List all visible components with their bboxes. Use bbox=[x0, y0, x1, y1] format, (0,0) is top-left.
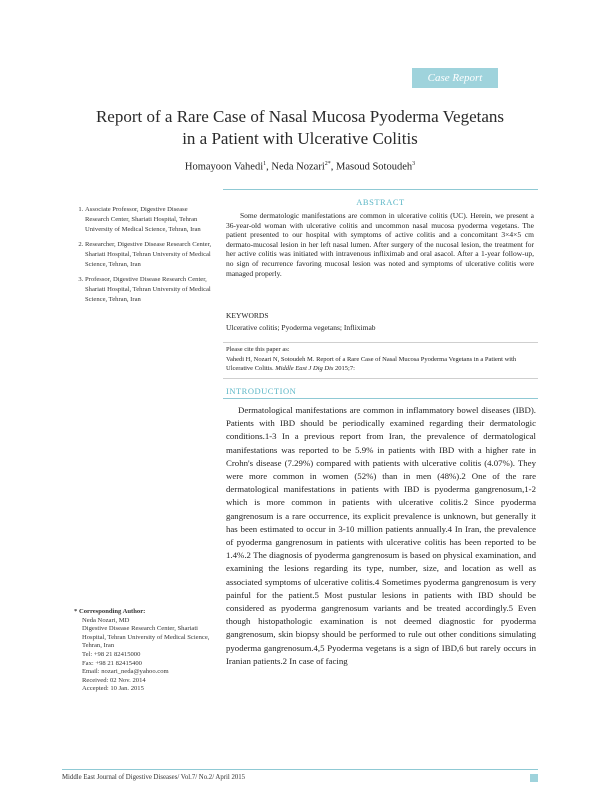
divider bbox=[223, 189, 538, 190]
divider bbox=[223, 378, 538, 379]
keywords-heading: KEYWORDS bbox=[226, 311, 269, 320]
citation-label: Please cite this paper as: bbox=[226, 346, 290, 353]
citation-text bbox=[226, 355, 534, 373]
abstract-heading: ABSTRACT bbox=[356, 197, 405, 207]
citation-journal: Middle East J Dig Dis bbox=[275, 365, 334, 372]
citation-year: 2015;7: bbox=[335, 365, 355, 372]
affiliation-item: 2. Researcher, Digestive Disease Research Center, Shariati Hospital, Tehran University of Medical Science, Tehran, Iran bbox=[85, 240, 212, 270]
title-line-2: in a Patient with Ulcerative Colitis bbox=[182, 129, 418, 148]
title-line-1: Report of a Rare Case of Nasal Mucosa Pyoderma Vegetans bbox=[95, 107, 505, 126]
corr-tel: Tel: +98 21 82415000 bbox=[82, 650, 141, 658]
author-affil-mark: 3 bbox=[412, 161, 416, 167]
author-affil-mark: 2* bbox=[324, 161, 331, 167]
corresponding-author-heading: * Corresponding Author: bbox=[74, 608, 146, 615]
journal-footer: Middle East Journal of Digestive Diseases/ Vol.7/ No.2/ April 2015 bbox=[62, 774, 246, 781]
author-affil-mark: 1 bbox=[263, 161, 267, 167]
corresponding-author bbox=[74, 608, 214, 694]
affiliation-item: 1. Associate Professor, Digestive Disease Research Center, Shariati Hospital, Tehran University of Medical Science, Tehran, Iran bbox=[85, 205, 212, 235]
article-type-badge: Case Report bbox=[412, 68, 498, 88]
footer-divider bbox=[62, 769, 538, 770]
divider bbox=[223, 342, 538, 343]
asterisk-mark: * bbox=[74, 608, 79, 615]
corr-name: Neda Nozari, MD bbox=[82, 616, 130, 624]
citation-body: Vahedi H, Nozari N, Sotoudeh M. Report of a Rare Case of Nasal Mucosa Pyoderma Vegetans in a Patient with Ulcerative Colitis. bbox=[226, 356, 517, 372]
author-name: Neda Nozari bbox=[271, 161, 325, 173]
corr-accepted: Accepted: 10 Jan. 2015 bbox=[82, 685, 144, 693]
keywords-text: Ulcerative colitis; Pyoderma vegetans; Infliximab bbox=[226, 323, 376, 332]
corr-address: Digestive Disease Research Center, Shariati Hospital, Tehran University of Medical Science, Tehran, Iran bbox=[82, 625, 210, 650]
corr-fax: Fax: +98 21 82415400 bbox=[82, 659, 142, 667]
footer-accent bbox=[530, 774, 538, 782]
author-name: Homayoon Vahedi bbox=[184, 161, 264, 173]
introduction-text: Dermatological manifestations are common in inflammatory bowel diseases (IBD). Patients with IBD should be periodically examined regarding their dermatologic conditions.1-3 In a previous report from Iran, the prevalence of dermatological manifestations was reported to be 5.9% in patients with IBD with a higher rate in Crohn's disease (7.29%) compared with patients with ulcerative colitis (4.07%). They were more common in women (52%) than in men (48%).2 One of the rare dermatological manifestations in patients with IBD is pyoderma gangrenosum,1-2 which is more common in patients with ulcerative colitis.2 Since pyoderma gangrenosum is a rare occurrence, its explicit prevalence is unknown, but generally it has been estimated to occur in 3-10 million patients annually.4 In Iran, the prevalence of pyoderma gangrenosum in patients with ulcerative colitis has been reported to be 1.4%.2 The diagnosis of pyoderma gangrenosum is based on physical examination, and examining the lesions regarding its type, number, size, and location as well as associated symptoms of ulcerative colitis.4 Sometimes pyoderma gangrenosum is very painful for the patient.5 Most pustular lesions in patients with IBD should be considered as pyoderma gangrenosum variants and be treated accordingly.5 Even though histopathologic examination is not deemed diagnostic for pyoderma gangrenosum, skin biopsy should be performed to rule out other conditions simulating pyoderma gangrenosum.4,5 Pyoderma vegetans is a sign of IBD,6 but rarely occurs in Iranian patients.2 In case of facing bbox=[226, 405, 536, 666]
corr-email[interactable]: Email: nozari_neda@yahoo.com bbox=[82, 668, 169, 676]
affiliation-item: 3. Professor, Digestive Disease Research Center, Shariati Hospital, Tehran University of Medical Science, Tehran, Iran bbox=[85, 275, 212, 305]
author-list: Homayoon Vahedi$^1$, Neda Nozari$^{2*}$, Masoud Sotoudeh$^3$ bbox=[184, 161, 416, 173]
affiliations bbox=[72, 205, 212, 310]
author-name: Masoud Sotoudeh bbox=[336, 161, 413, 173]
corr-received: Received: 02 Nov. 2014 bbox=[82, 676, 146, 684]
divider bbox=[223, 398, 538, 399]
introduction-heading: INTRODUCTION bbox=[226, 386, 297, 396]
abstract-text: Some dermatologic manifestations are common in ulcerative colitis (UC). Herein, we present a 36-year-old woman with ulcerative colitis and uncommon nasal mucosa pyoderma vegetans. The patient presented to our hospital with symptoms of active colitis and a concomitant 3×4×5 cm dermato-mucosal lesion in her left nasal lumen. After surgery of the nucosal lesion, the treatment for her active colitis was initiated with intravenous infliximab and oral asacol. After a 1-year follow-up, no sign of recurrence favoring mucosal lesion was noted and symptoms of ulcerative colitis were managed properly. bbox=[226, 211, 534, 278]
article-title bbox=[60, 106, 540, 150]
